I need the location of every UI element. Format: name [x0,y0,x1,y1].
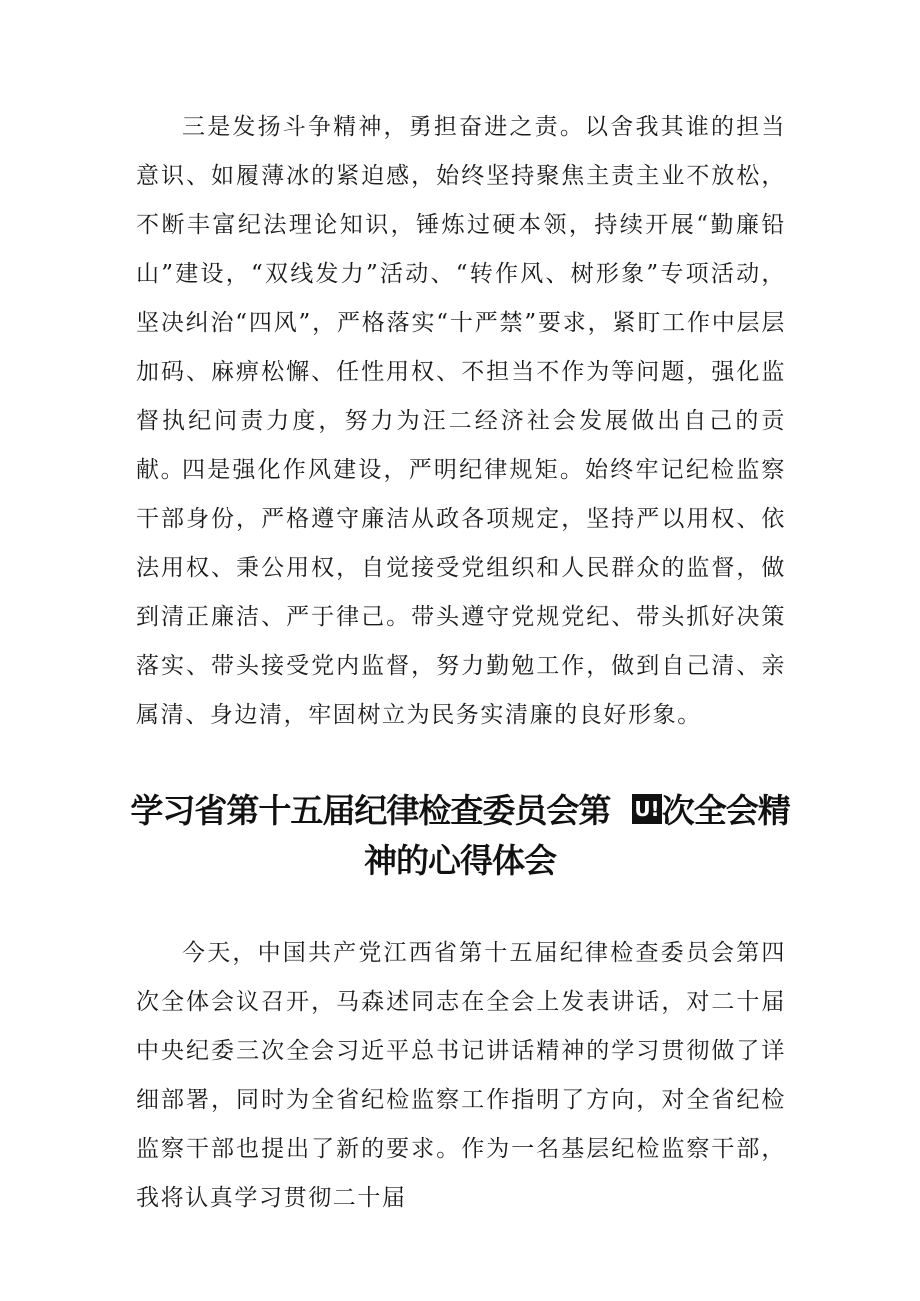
heading-text-start: 学习省第十五届纪律检查委员会第 [130,791,611,830]
article-heading [120,786,800,886]
paragraph-point-three: 三是发扬斗争精神，勇担奋进之责。以舍我其谁的担当意识、如履薄冰的紧迫感，始终坚持聚焦主责主业不放松，不断丰富纪法理论知识，锤炼过硬本领，持续开展“勤廉铅山”建设，“双线发力”活动、“转作风、树形象”专项活动，坚决纠治“四风”，严格落实“十严禁”要求，紧盯工作中层层加码、麻痹松懈、任性用权、不担当不作为等问题，强化监督执纪问责力度，努力为汪二经济社会发展做出自己的贡献。 [136,114,786,483]
paragraph-point-four: 四是强化作风建设，严明纪律规矩。始终牢记纪检监察干部身份，严格遵守廉洁从政各项规定，坚持严以用权、依法用权、秉公用权，自觉接受党组织和人民群众的监督，做到清正廉洁、严于律己。带头遵守党规党纪、带头抓好决策落实、带头接受党内监督，努力勤勉工作，做到自己清、亲属清、身边清，牢固树立为民务实清廉的良好形象。 [136,457,786,728]
paragraph-intro: 今天，中国共产党江西省第十五届纪律检查委员会第四次全体会议召开，马森述同志在全会上发表讲话，对二十届中央纪委三次全会习近平总书记讲话精神的学习贯彻做了详细部署，同时为全省纪检监察工作指明了方向，对全省纪检监察干部也提出了新的要求。作为一名基层纪检监察干部，我将认真学习贯彻二十届 [136,940,786,1211]
heading-text-end: 次全会精神的心得体会 [364,791,790,880]
garbled-glyph: U! [632,794,661,824]
